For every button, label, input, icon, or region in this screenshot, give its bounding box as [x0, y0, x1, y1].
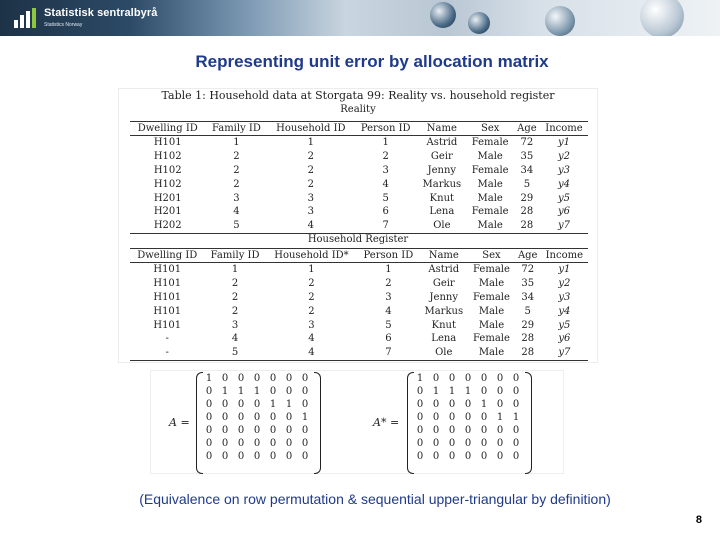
- table-cell: Female: [471, 137, 509, 149]
- register-table: [130, 248, 588, 361]
- matrix-entry: 0: [464, 412, 472, 423]
- matrix-a-label: A =: [169, 416, 190, 429]
- matrix-entry: 0: [285, 412, 293, 423]
- table-cell: 28: [515, 346, 541, 360]
- table-cell: 4: [267, 219, 354, 233]
- table-cell: 4: [233, 206, 240, 218]
- matrix-entry: 0: [205, 412, 213, 423]
- matrix-a-right-bracket: [314, 372, 321, 474]
- matrix-entry: 1: [205, 373, 213, 384]
- table-cell: 4: [385, 305, 392, 317]
- table-row: [130, 136, 588, 150]
- table-cell: y3: [557, 164, 570, 176]
- table-cell: 2: [233, 178, 240, 190]
- table-cell: H101: [153, 319, 182, 331]
- matrix-entry: 0: [269, 425, 277, 436]
- table-cell: y1: [557, 137, 570, 149]
- table-cell: Geir: [432, 278, 455, 290]
- table-cell: y6: [557, 206, 570, 218]
- table-cell: 72: [521, 264, 535, 276]
- matrix-entry: 0: [512, 451, 520, 462]
- matrix-entry: 0: [253, 412, 261, 423]
- matrix-entry: 0: [301, 373, 309, 384]
- table-cell: 4: [382, 178, 389, 190]
- matrix-entry: 0: [221, 373, 229, 384]
- matrix-entry: 0: [205, 399, 213, 410]
- table-cell: Male: [478, 278, 505, 290]
- table-cell: y2: [557, 151, 570, 163]
- matrix-entry: 0: [432, 373, 440, 384]
- matrix-entry: 1: [285, 399, 293, 410]
- matrix-entry: 0: [496, 386, 504, 397]
- matrix-entry: 0: [301, 399, 309, 410]
- table-cell: 1: [307, 137, 314, 149]
- table-cell: 3: [307, 192, 314, 204]
- table-cell: y7: [541, 346, 588, 360]
- column-header: Sex: [467, 122, 514, 136]
- table-cell: 2: [233, 164, 240, 176]
- table-row: [130, 291, 588, 305]
- table-cell: H101: [153, 291, 182, 303]
- column-header: Household ID*: [266, 249, 358, 263]
- matrix-a-star-label: A* =: [373, 416, 400, 429]
- table-cell: Markus: [424, 305, 464, 317]
- matrix-entry: 0: [285, 373, 293, 384]
- table-cell: 35: [521, 278, 535, 290]
- table-row: [130, 191, 588, 205]
- table-cell: Male: [477, 178, 503, 190]
- matrix-entry: 0: [448, 425, 456, 436]
- matrix-entry: 0: [301, 425, 309, 436]
- matrix-entry: 0: [285, 425, 293, 436]
- table-cell: 2: [307, 178, 314, 190]
- table-cell: Female: [471, 164, 509, 176]
- matrix-entry: 0: [464, 399, 472, 410]
- table-row: [130, 304, 588, 318]
- table-row: [130, 164, 588, 178]
- column-header: Dwelling ID: [130, 122, 205, 136]
- table-cell: 6: [385, 333, 392, 345]
- table-cell: Male: [468, 346, 515, 360]
- table-cell: H201: [153, 192, 182, 204]
- table-row: [130, 346, 588, 360]
- table-cell: 35: [520, 151, 534, 163]
- column-header: Person ID: [357, 249, 419, 263]
- table-cell: y3: [558, 291, 571, 303]
- matrix-entry: 0: [221, 399, 229, 410]
- table-cell: 7: [354, 219, 417, 233]
- matrix-entry: 0: [253, 373, 261, 384]
- table-cell: 3: [308, 319, 315, 331]
- matrix-entry: 0: [512, 373, 520, 384]
- matrix-entry: 0: [205, 425, 213, 436]
- matrix-entry: 0: [253, 399, 261, 410]
- matrix-entry: 0: [448, 438, 456, 449]
- brand-subtitle: Statistics Norway: [44, 22, 83, 28]
- table-cell: Female: [473, 333, 510, 345]
- table-cell: Male: [477, 151, 503, 163]
- table-cell: 3: [382, 164, 389, 176]
- matrix-entry: 0: [512, 425, 520, 436]
- table-cell: 29: [520, 192, 534, 204]
- matrix-entry: 0: [416, 386, 424, 397]
- matrix-entry: 0: [448, 451, 456, 462]
- matrix-entry: 0: [496, 399, 504, 410]
- column-header: Age: [515, 249, 541, 263]
- matrix-entry: 0: [416, 399, 424, 410]
- table-cell: 4: [308, 333, 315, 345]
- table-cell: H101: [153, 278, 182, 290]
- table-cell: 2: [233, 151, 240, 163]
- table-cell: y7: [540, 219, 588, 233]
- banner-decoration: [545, 6, 575, 36]
- matrix-entry: 0: [416, 425, 424, 436]
- table-cell: H102: [153, 164, 182, 176]
- table-cell: Male: [477, 192, 503, 204]
- matrix-entry: 1: [301, 412, 309, 423]
- table-cell: H102: [153, 151, 182, 163]
- table-cell: -: [130, 346, 205, 360]
- matrix-entry: 0: [221, 412, 229, 423]
- table-cell: 2: [231, 278, 239, 290]
- table-cell: 3: [231, 319, 239, 331]
- column-header: Person ID: [354, 122, 417, 136]
- table-cell: 2: [308, 291, 315, 303]
- matrix-entry: 0: [253, 438, 261, 449]
- table-cell: Ole: [419, 346, 468, 360]
- slide-footnote: (Equivalence on row permutation & sequential upper-triangular by definition): [139, 491, 611, 507]
- matrix-entry: 0: [480, 386, 488, 397]
- reality-section-label: Reality: [340, 104, 376, 115]
- table-cell: 1: [231, 264, 239, 276]
- matrix-entry: 1: [221, 386, 229, 397]
- banner-decoration: [640, 0, 684, 36]
- table-cell: Markus: [422, 178, 462, 190]
- matrix-entry: 0: [432, 451, 440, 462]
- table-cell: 2: [385, 278, 392, 290]
- table-cell: 28: [521, 333, 535, 345]
- table-cell: 1: [233, 137, 240, 149]
- table-cell: 29: [521, 319, 535, 331]
- matrix-entry: 0: [253, 451, 261, 462]
- table-cell: Female: [473, 291, 510, 303]
- table-cell: 2: [231, 305, 239, 317]
- matrix-a: [201, 373, 313, 464]
- matrix-entry: 0: [269, 438, 277, 449]
- table-row: [130, 150, 588, 164]
- table-cell: Female: [471, 206, 509, 218]
- matrix-entry: 0: [221, 425, 229, 436]
- table-cell: Astrid: [428, 264, 460, 276]
- matrix-entry: 0: [237, 412, 245, 423]
- table-cell: 5: [205, 219, 267, 233]
- table-cell: 2: [382, 151, 389, 163]
- table-cell: 2: [307, 164, 314, 176]
- matrix-entry: 0: [285, 386, 293, 397]
- matrix-entry: 0: [221, 451, 229, 462]
- column-header: Family ID: [205, 122, 267, 136]
- table-cell: Male: [478, 305, 505, 317]
- matrix-entry: 1: [432, 386, 440, 397]
- slide-title: Representing unit error by allocation matrix: [195, 52, 549, 71]
- table-cell: H101: [153, 264, 182, 276]
- table-row: [130, 219, 588, 233]
- table-cell: 3: [233, 192, 240, 204]
- table-cell: 28: [514, 219, 540, 233]
- matrix-entry: 0: [416, 412, 424, 423]
- column-header: Income: [541, 249, 588, 263]
- column-header: Sex: [468, 249, 515, 263]
- table-cell: 2: [308, 278, 315, 290]
- table-cell: 72: [520, 137, 534, 149]
- table-cell: Jenny: [429, 291, 459, 303]
- matrix-entry: 0: [464, 373, 472, 384]
- table-cell: 34: [521, 291, 535, 303]
- table-cell: Male: [467, 219, 514, 233]
- column-header: Name: [417, 122, 466, 136]
- table-cell: Knut: [431, 319, 456, 331]
- matrix-entry: 0: [496, 438, 504, 449]
- matrix-entry: 1: [448, 386, 456, 397]
- table-cell: Male: [478, 319, 505, 331]
- matrix-entry: 1: [416, 373, 424, 384]
- column-header: Dwelling ID: [130, 249, 205, 263]
- column-header: Family ID: [205, 249, 266, 263]
- matrix-entry: 0: [237, 438, 245, 449]
- matrix-entry: 0: [269, 373, 277, 384]
- table-cell: 5: [524, 305, 531, 317]
- table-row: [130, 177, 588, 191]
- table-cell: 5: [205, 346, 266, 360]
- table-cell: 5: [385, 319, 392, 331]
- banner-decoration: [430, 2, 456, 28]
- matrix-entry: 0: [205, 438, 213, 449]
- table-cell: y4: [557, 178, 570, 190]
- allocation-matrices-figure: [150, 370, 564, 474]
- table-cell: 4: [266, 346, 358, 360]
- table-cell: 5: [382, 192, 389, 204]
- matrix-entry: 0: [448, 399, 456, 410]
- matrix-entry: 0: [432, 438, 440, 449]
- table-cell: y2: [558, 278, 571, 290]
- matrix-entry: 0: [285, 438, 293, 449]
- household-table-figure: [118, 88, 598, 363]
- matrix-entry: 0: [448, 373, 456, 384]
- page-number: 8: [695, 514, 702, 526]
- table-cell: H102: [153, 178, 182, 190]
- matrix-entry: 0: [301, 451, 309, 462]
- table-cell: 7: [357, 346, 419, 360]
- table-cell: 1: [382, 137, 389, 149]
- table-cell: Female: [473, 264, 510, 276]
- matrix-entry: 0: [480, 438, 488, 449]
- matrix-entry: 0: [301, 438, 309, 449]
- matrix-entry: 0: [269, 412, 277, 423]
- table-cell: Lena: [431, 333, 457, 345]
- table-cell: 28: [520, 206, 534, 218]
- table-cell: 34: [520, 164, 534, 176]
- matrix-entry: 0: [237, 425, 245, 436]
- column-header: Household ID: [267, 122, 354, 136]
- table-cell: Geir: [430, 151, 453, 163]
- matrix-entry: 0: [416, 438, 424, 449]
- matrix-entry: 1: [253, 386, 261, 397]
- ssb-logo-icon: [14, 8, 36, 28]
- brand-name: Statistisk sentralbyrå: [44, 7, 158, 19]
- matrix-entry: 0: [269, 451, 277, 462]
- matrix-a-star-right-bracket: [525, 372, 532, 474]
- matrix-entry: 0: [205, 386, 213, 397]
- matrix-entry: 0: [301, 386, 309, 397]
- matrix-entry: 0: [237, 399, 245, 410]
- matrix-entry: 0: [496, 425, 504, 436]
- table-cell: H101: [153, 305, 182, 317]
- table-cell: y1: [558, 264, 571, 276]
- matrix-entry: 0: [221, 438, 229, 449]
- matrix-entry: 0: [464, 425, 472, 436]
- table-row: [130, 205, 588, 219]
- matrix-entry: 0: [416, 451, 424, 462]
- matrix-entry: 0: [480, 412, 488, 423]
- table-cell: H201: [153, 206, 182, 218]
- table-cell: 2: [231, 291, 239, 303]
- matrix-entry: 1: [496, 412, 504, 423]
- table-cell: 6: [382, 206, 389, 218]
- matrix-entry: 0: [269, 386, 277, 397]
- table-row: [130, 277, 588, 291]
- table-cell: 2: [307, 151, 314, 163]
- table-cell: H202: [130, 219, 205, 233]
- matrix-entry: 0: [448, 412, 456, 423]
- table-row: [130, 263, 588, 277]
- matrix-entry: 0: [432, 399, 440, 410]
- matrix-entry: 0: [432, 412, 440, 423]
- matrix-entry: 0: [496, 451, 504, 462]
- matrix-entry: 0: [480, 425, 488, 436]
- table-row: [130, 332, 588, 346]
- table-cell: Knut: [429, 192, 455, 204]
- matrix-entry: 0: [432, 425, 440, 436]
- table-cell: y6: [558, 333, 571, 345]
- table-cell: y4: [558, 305, 571, 317]
- matrix-entry: 0: [496, 373, 504, 384]
- table-cell: 3: [385, 291, 392, 303]
- matrix-entry: 0: [464, 438, 472, 449]
- table-cell: 1: [308, 264, 315, 276]
- table-cell: 2: [308, 305, 315, 317]
- matrix-entry: 1: [269, 399, 277, 410]
- matrix-entry: 0: [205, 451, 213, 462]
- table-cell: 4: [231, 333, 239, 345]
- table-row: [130, 318, 588, 332]
- matrix-entry: 0: [512, 399, 520, 410]
- matrix-entry: 0: [237, 373, 245, 384]
- matrix-entry: 0: [480, 373, 488, 384]
- matrix-entry: 1: [480, 399, 488, 410]
- matrix-entry: 0: [253, 425, 261, 436]
- matrix-a-star: [412, 373, 524, 464]
- matrix-entry: 0: [285, 451, 293, 462]
- table-cell: y5: [557, 192, 570, 204]
- table-cell: Astrid: [426, 137, 458, 149]
- banner-decoration: [468, 12, 490, 34]
- matrix-entry: 0: [512, 386, 520, 397]
- table-cell: Ole: [417, 219, 466, 233]
- table-cell: 3: [307, 206, 314, 218]
- column-header: Name: [419, 249, 468, 263]
- table-cell: 1: [385, 264, 392, 276]
- table-cell: Jenny: [427, 164, 457, 176]
- matrix-entry: 0: [512, 438, 520, 449]
- table-cell: H101: [153, 137, 182, 149]
- matrix-entry: 0: [480, 451, 488, 462]
- register-section-label: Household Register: [307, 234, 409, 245]
- column-header: Age: [514, 122, 540, 136]
- table-cell: 5: [523, 178, 531, 190]
- column-header: Income: [540, 122, 588, 136]
- matrix-entry: 1: [237, 386, 245, 397]
- matrix-entry: 0: [237, 451, 245, 462]
- table-cell: Lena: [429, 206, 455, 218]
- table-caption: Table 1: Household data at Storgata 99: Reality vs. household register: [161, 89, 555, 102]
- matrix-entry: 1: [512, 412, 520, 423]
- table-cell: y5: [558, 319, 571, 331]
- matrix-entry: 0: [464, 451, 472, 462]
- matrix-entry: 1: [464, 386, 472, 397]
- table-cell: -: [165, 333, 169, 345]
- header-banner: [0, 0, 720, 36]
- reality-table: [130, 121, 588, 234]
